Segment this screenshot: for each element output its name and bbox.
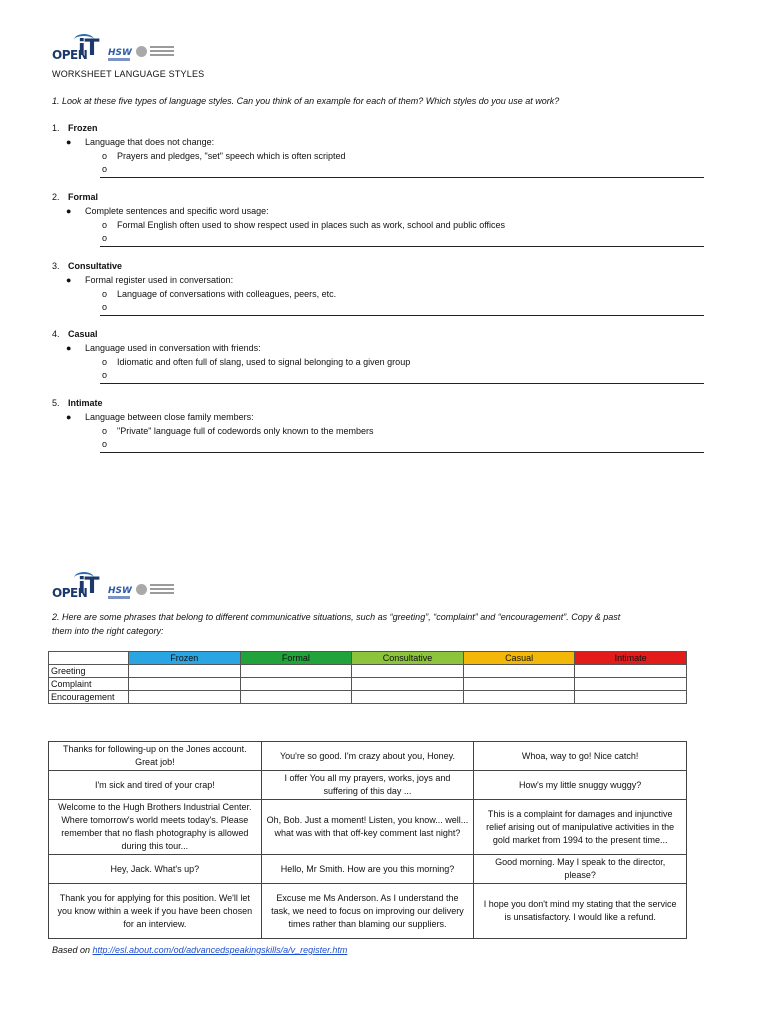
sub-bullet-marker: o [102,289,108,299]
column-header-frozen: Frozen [129,652,241,665]
university-seal-icon [136,46,147,57]
logo-it-text: iT [78,36,99,61]
section-heading-formal: Formal [68,192,99,202]
answer-line [100,177,704,178]
phrase-cell: How's my little snuggy wuggy? [474,771,687,800]
logo-hsw-underline [108,596,130,599]
answer-line [100,246,704,247]
logo-open-text: OPEN [52,48,88,62]
sub-bullet-marker: o [102,220,108,230]
column-header-casual: Casual [463,652,575,665]
university-name-mark [150,46,174,58]
phrase-cell: Hey, Jack. What's up? [49,855,262,884]
answer-line [100,315,704,316]
section-description: Language between close family members: [85,412,254,422]
answer-cell[interactable] [129,665,241,678]
answer-line [100,452,704,453]
bullet-icon: ● [66,137,72,147]
phrase-cell: Thank you for applying for this position. We'll let you know within a week if you have been chosen for an interview. [49,884,262,939]
phrase-cell: You're so good. I'm crazy about you, Honey. [261,742,474,771]
phrase-cell: I'm sick and tired of your crap! [49,771,262,800]
empty-answer-marker: o [102,302,108,312]
answer-cell[interactable] [575,665,687,678]
empty-answer-marker: o [102,439,108,449]
bullet-icon: ● [66,412,72,422]
empty-answer-marker: o [102,370,108,380]
section-description: Language used in conversation with friends: [85,343,261,353]
university-name-mark [150,584,174,596]
answer-cell[interactable] [240,678,352,691]
source-footer [52,945,347,955]
sub-bullet-marker: o [102,151,108,161]
answer-cell[interactable] [129,691,241,704]
university-seal-icon [136,584,147,595]
section-number: 2. [52,192,60,202]
row-label: Complaint [49,678,129,691]
column-header-formal: Formal [240,652,352,665]
category-row-complaint [49,678,687,691]
sub-bullet-marker: o [102,426,108,436]
phrase-cell: Thanks for following-up on the Jones account. Great job! [49,742,262,771]
empty-answer-marker: o [102,164,108,174]
logo-open-text: OPEN [52,586,88,600]
openit-logo [52,36,182,66]
phrase-row [49,800,687,855]
sub-bullet-marker: o [102,357,108,367]
row-label: Encouragement [49,691,129,704]
answer-cell[interactable] [352,691,464,704]
phrase-cell: Whoa, way to go! Nice catch! [474,742,687,771]
column-header-consultative: Consultative [352,652,464,665]
section-heading-consultative: Consultative [68,261,123,271]
answer-line [100,383,704,384]
question-1: 1. Look at these five types of language styles. Can you think of an example for each of them? Which styles do you use at work? [52,96,560,106]
section-number: 5. [52,398,60,408]
phrase-cell: Welcome to the Hugh Brothers Industrial Center. Where tomorrow's world meets today's. Please remember that no flash photography is allowed during this tour... [49,800,262,855]
section-example: Idiomatic and often full of slang, used to signal belonging to a given group [117,357,411,367]
logo-it-text: iT [78,574,99,599]
section-number: 4. [52,329,60,339]
source-link[interactable]: http://esl.about.com/od/advancedspeakingskills/a/v_register.htm [92,945,348,955]
footer-prefix: Based on [52,945,93,955]
answer-cell[interactable] [129,678,241,691]
empty-answer-marker: o [102,233,108,243]
answer-cell[interactable] [575,678,687,691]
section-heading-frozen: Frozen [68,123,98,133]
phrase-cell: I hope you don't mind my stating that the service is unsatisfactory. I would like a refund. [474,884,687,939]
question-2-line-2: them into the right category: [52,626,164,636]
section-description: Complete sentences and specific word usage: [85,206,269,216]
answer-cell[interactable] [240,665,352,678]
worksheet-title: WORKSHEET LANGUAGE STYLES [52,69,205,79]
row-label: Greeting [49,665,129,678]
section-number: 3. [52,261,60,271]
phrase-cell: Good morning. May I speak to the director, please? [474,855,687,884]
bullet-icon: ● [66,206,72,216]
answer-cell[interactable] [463,665,575,678]
category-header-row [49,652,687,665]
section-example: Prayers and pledges, "set" speech which is often scripted [117,151,346,161]
bullet-icon: ● [66,275,72,285]
phrase-cell: This is a complaint for damages and injunctive relief arising out of manipulative activities in the gold market from 1994 to the present time... [474,800,687,855]
phrase-cell: Excuse me Ms Anderson. As I understand the task, we need to focus on improving our delivery times rather than blaming our suppliers. [261,884,474,939]
openit-logo [52,574,182,604]
header-empty-cell [49,652,129,665]
section-heading-intimate: Intimate [68,398,103,408]
logo-hsw-text: HSW [108,586,132,596]
section-example: Formal English often used to show respect used in places such as work, school and public offices [117,220,506,230]
column-header-intimate: Intimate [575,652,687,665]
answer-cell[interactable] [352,678,464,691]
logo-hsw-text: HSW [108,48,132,58]
answer-cell[interactable] [463,691,575,704]
answer-cell[interactable] [463,678,575,691]
section-example: "Private" language full of codewords only known to the members [117,426,374,436]
section-description: Language that does not change: [85,137,215,147]
section-example: Language of conversations with colleagues, peers, etc. [117,289,337,299]
answer-cell[interactable] [352,665,464,678]
phrase-row [49,771,687,800]
phrase-cell: Hello, Mr Smith. How are you this morning? [261,855,474,884]
bullet-icon: ● [66,343,72,353]
phrase-cell: I offer You all my prayers, works, joys and suffering of this day ... [261,771,474,800]
category-table [48,651,687,704]
phrase-row [49,855,687,884]
phrase-row [49,884,687,939]
logo-hsw-underline [108,58,130,61]
section-number: 1. [52,123,60,133]
answer-cell[interactable] [240,691,352,704]
category-row-greeting [49,665,687,678]
question-2-line-1: 2. Here are some phrases that belong to different communicative situations, such as “greeting”, “complaint” and “encouragement”. Copy & past [52,612,621,622]
phrase-cell: Oh, Bob. Just a moment! Listen, you know... well... what was with that off-key comment last night? [261,800,474,855]
section-heading-casual: Casual [68,329,98,339]
category-row-encouragement [49,691,687,704]
answer-cell[interactable] [575,691,687,704]
section-description: Formal register used in conversation: [85,275,234,285]
phrases-table [48,741,687,939]
phrase-row [49,742,687,771]
